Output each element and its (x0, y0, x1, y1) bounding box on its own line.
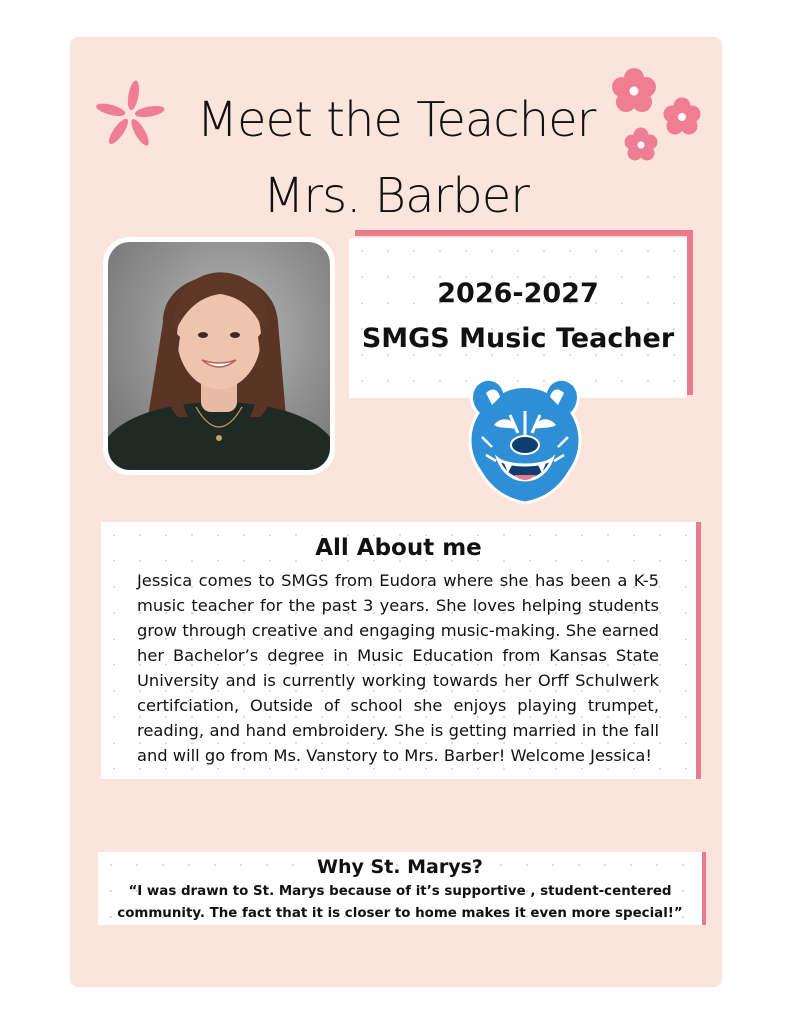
teacher-name: Mrs. Barber (263, 168, 529, 224)
page-title: Meet the Teacher (196, 92, 596, 148)
teacher-role: SMGS Music Teacher (361, 323, 675, 354)
about-heading: All About me (315, 535, 482, 561)
teacher-photo (108, 242, 330, 470)
role-box-accent-top (355, 230, 693, 236)
about-body: Jessica comes to SMGS from Eudora where she has been a K-5 music teacher for the past 3 years. She loves helping students grow through creative and engaging music-making. She earned her Bachelor’s degree in Music Education from Kansas State University and is currently working towards her Orff Schulwerk certifciation, Outside of school she enjoys playing trumpet, reading, and hand embroidery. She is getting married in the fall and will go from Ms. Vanstory to Mrs. Barber! Welcome Jessica! (137, 571, 659, 765)
why-box-accent (702, 852, 706, 925)
teacher-photo-frame (103, 237, 335, 475)
about-box-accent (696, 522, 701, 779)
role-box (349, 238, 687, 398)
why-heading: Why St. Marys? (317, 856, 483, 878)
school-year: 2026-2027 (437, 278, 599, 309)
portrait-illustration (108, 242, 330, 470)
bear-mascot-icon (458, 375, 592, 507)
why-quote: “I was drawn to St. Marys because of it’s supportive , student-centered community. The fact that it is closer to home makes it even more special!” (117, 884, 683, 921)
role-box-accent-right (687, 230, 693, 395)
